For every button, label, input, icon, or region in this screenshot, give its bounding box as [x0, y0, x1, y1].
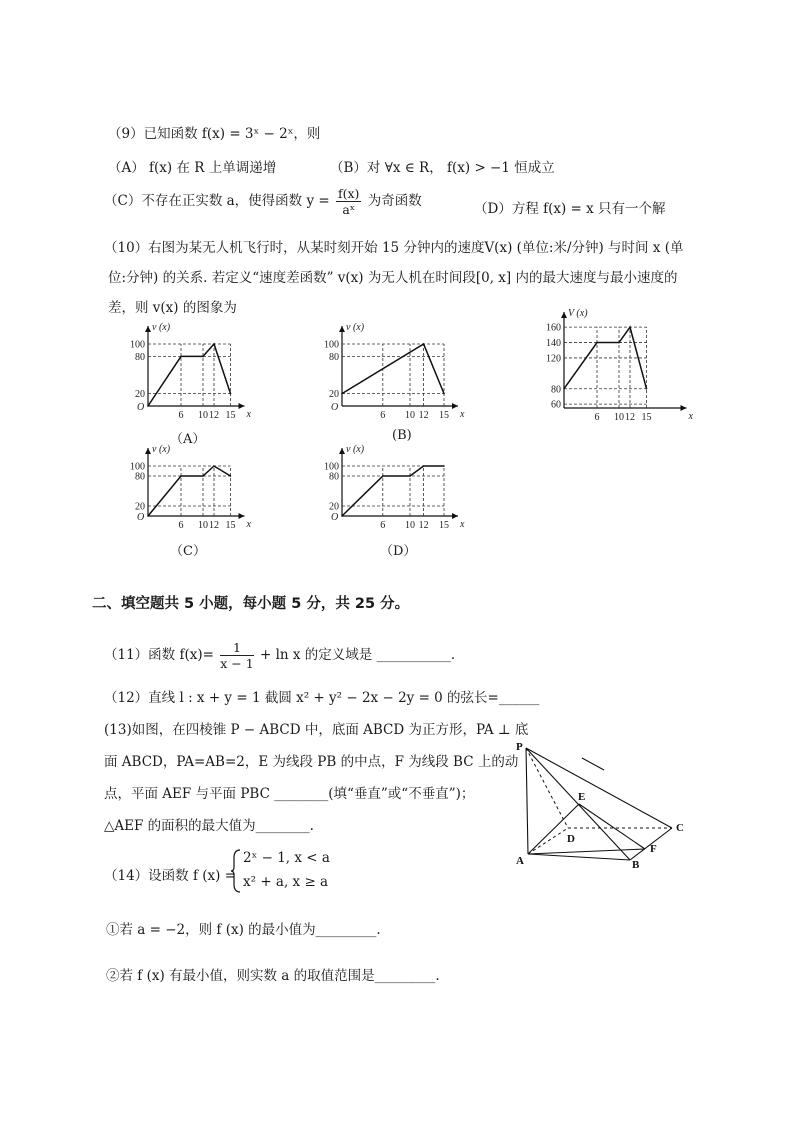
- q12-blank: ______: [498, 690, 540, 706]
- y-tick-label: 80: [329, 471, 339, 483]
- x-tick-label: 12: [418, 520, 429, 531]
- data-point: [147, 515, 149, 517]
- q9-option-c-numerator: f(x): [338, 186, 360, 201]
- q14-brace: [230, 848, 242, 894]
- y-tick-label: 20: [329, 389, 339, 401]
- series-line: [342, 466, 444, 516]
- y-tick-label: 120: [546, 353, 561, 365]
- x-axis-label: x: [688, 411, 693, 422]
- label-A: A: [516, 855, 524, 867]
- data-point: [202, 356, 204, 358]
- x-tick-label: 15: [641, 412, 652, 423]
- series-line: [148, 466, 231, 516]
- x-axis-arrow: [239, 513, 245, 519]
- series-line: [148, 344, 231, 406]
- x-tick-label: 15: [439, 410, 449, 421]
- x-tick-label: 15: [225, 410, 236, 421]
- data-point: [423, 465, 425, 467]
- label-F: F: [650, 843, 657, 855]
- section-2-heading: 二、填空题共 5 小题，每小题 5 分，共 25 分。: [92, 596, 410, 612]
- data-point: [646, 388, 648, 390]
- label-B: B: [632, 859, 640, 871]
- q11-prefix: （11）函数 f(x)=: [104, 647, 214, 663]
- y-axis-arrow: [339, 326, 345, 332]
- q11-fraction: [220, 640, 253, 671]
- y-axis-label: v (x): [346, 444, 365, 455]
- data-point: [230, 393, 232, 395]
- x-axis-label: x: [460, 409, 465, 420]
- q9-stem: （9）已知函数 f(x) = 3ˣ − 2ˣ，则: [108, 126, 321, 142]
- label-C: C: [676, 822, 684, 834]
- q11-blank: ___________.: [376, 647, 456, 663]
- edge-AF: [528, 849, 645, 854]
- y-tick-label: 80: [551, 384, 561, 396]
- data-point: [618, 342, 620, 344]
- q14-sub-2: ②若 f (x) 有最小值，则实数 a 的取值范围是_________.: [106, 968, 440, 984]
- x-tick-label: 15: [439, 520, 449, 531]
- q10-line-1: （10）右图为某无人机飞行时，从某时刻开始 15 分钟内的速度V(x) (单位:米/分钟) 与时间 x (单: [104, 240, 684, 256]
- q9-option-d: （D）方程 f(x) = x 只有一个解: [474, 201, 666, 217]
- q9-option-c-denominator: aˣ: [342, 202, 356, 217]
- x-tick-label: 15: [225, 520, 236, 531]
- y-tick-label: 80: [135, 471, 145, 483]
- edge-PC: [526, 748, 672, 828]
- data-point: [341, 393, 343, 395]
- data-point: [180, 475, 182, 477]
- q14-prefix: （14）设函数 f (x) =: [104, 868, 237, 884]
- y-axis-arrow: [145, 448, 151, 454]
- y-tick-label: 20: [135, 501, 145, 513]
- x-axis-label: x: [246, 409, 251, 420]
- data-point: [341, 515, 343, 517]
- y-tick-label: 100: [130, 339, 145, 351]
- caption-option-c: （C）: [170, 544, 206, 559]
- y-axis-arrow: [339, 448, 345, 454]
- q11-suffix: + ln x 的定义域是: [259, 647, 373, 663]
- q13-line-2: 面 ABCD，PA=AB=2，E 为线段 PB 的中点，F 为线段 BC 上的动: [104, 754, 519, 770]
- y-tick-label: 80: [329, 351, 339, 363]
- q12: [104, 686, 539, 706]
- q9-option-c: [104, 186, 422, 217]
- data-point: [423, 343, 425, 345]
- y-tick-label: 100: [324, 339, 339, 351]
- edge-PB: [526, 748, 630, 860]
- x-tick-label: 6: [380, 410, 386, 421]
- caption-option-d: （D）: [380, 544, 417, 559]
- y-tick-label: 20: [329, 501, 339, 513]
- q9-option-c-fraction: [336, 186, 361, 217]
- x-tick-label: 12: [209, 520, 219, 531]
- data-point: [230, 475, 232, 477]
- q14-sub-1: ①若 a = −2，则 f (x) 的最小值为_________.: [106, 922, 381, 938]
- q14-case-2: x² + a, x ≥ a: [243, 874, 329, 890]
- x-tick-label: 12: [625, 412, 635, 423]
- label-E: E: [578, 791, 586, 803]
- q9-option-b: （B）对 ∀x ∈ R， f(x) > −1 恒成立: [330, 160, 555, 176]
- data-point: [180, 356, 182, 358]
- x-tick-label: 6: [178, 520, 184, 531]
- x-tick-label: 12: [209, 410, 219, 421]
- edge-EF: [579, 804, 645, 849]
- chart-V: [536, 308, 716, 426]
- q9-option-c-prefix: （C）不存在正实数 a，使得函数 y =: [104, 193, 330, 209]
- series-line: [342, 344, 444, 394]
- y-tick-label: 20: [135, 389, 145, 401]
- data-point: [443, 465, 445, 467]
- origin-label: O: [137, 402, 145, 413]
- data-point: [596, 342, 598, 344]
- q13-line-1: (13)如图，在四棱锥 P − ABCD 中，底面 ABCD 为正方形，PA ⊥ 底: [104, 722, 529, 738]
- caption-option-a: （A）: [170, 432, 206, 447]
- chart-option-b: [316, 322, 492, 426]
- pyramid-figure: [512, 738, 696, 870]
- q14-case-1: 2ˣ − 1, x < a: [243, 850, 330, 866]
- y-axis-label: v (x): [152, 322, 171, 333]
- x-tick-label: 10: [405, 520, 415, 531]
- x-tick-label: 10: [198, 520, 208, 531]
- q12-text: （12）直线 l : x + y = 1 截圆 x² + y² − 2x − 2y = 0 的弦长=: [104, 690, 499, 706]
- y-axis-arrow: [561, 312, 567, 318]
- data-point: [409, 475, 411, 477]
- x-axis-arrow: [681, 405, 687, 411]
- y-tick-label: 60: [551, 399, 561, 411]
- data-point: [213, 465, 215, 467]
- q13-line-4: △AEF 的面积的最大值为________.: [104, 818, 314, 834]
- edge-PA: [526, 748, 528, 854]
- y-axis-label: v (x): [346, 322, 365, 333]
- x-tick-label: 10: [198, 410, 208, 421]
- y-tick-label: 80: [135, 351, 145, 363]
- x-axis-label: x: [246, 519, 251, 530]
- label-P: P: [516, 741, 523, 753]
- chart-option-d: [316, 444, 492, 536]
- y-axis-label: V (x): [568, 308, 588, 319]
- x-axis-label: x: [460, 519, 465, 530]
- data-point: [147, 405, 149, 407]
- q11-denominator: x − 1: [220, 656, 254, 671]
- x-tick-label: 6: [594, 412, 600, 423]
- label-D: D: [567, 833, 575, 845]
- x-tick-label: 6: [380, 520, 386, 531]
- x-tick-label: 10: [614, 412, 624, 423]
- chart-option-c: [126, 444, 286, 536]
- data-point: [202, 475, 204, 477]
- origin-label: O: [137, 512, 145, 523]
- data-point: [382, 475, 384, 477]
- y-axis-label: v (x): [152, 444, 171, 455]
- edge-AD-hidden: [528, 828, 568, 854]
- x-axis-arrow: [452, 403, 458, 409]
- q10-line-3: 差，则 v(x) 的图象为: [108, 300, 237, 316]
- x-tick-label: 12: [418, 410, 429, 421]
- origin-label: O: [331, 402, 339, 413]
- q9-option-c-suffix: 为奇函数: [367, 193, 422, 209]
- x-tick-label: 6: [178, 410, 184, 421]
- q11: [104, 640, 455, 671]
- y-tick-label: 140: [546, 338, 561, 350]
- y-tick-label: 100: [130, 461, 145, 473]
- x-axis-arrow: [452, 513, 458, 519]
- origin-label: O: [331, 512, 339, 523]
- q11-numerator: 1: [220, 640, 253, 656]
- q10-line-2: 位:分钟) 的关系. 若定义“速度差函数” v(x) 为无人机在时间段[0, x] 内的最大速度与最小速度的: [108, 270, 678, 286]
- data-point: [629, 326, 631, 328]
- data-point: [443, 393, 445, 395]
- y-axis-arrow: [145, 326, 151, 332]
- stray-mark: [582, 758, 604, 770]
- y-tick-label: 160: [546, 322, 561, 334]
- x-axis-arrow: [239, 403, 245, 409]
- chart-option-a: [126, 322, 286, 426]
- q9-option-a: （A） f(x) 在 R 上单调递增: [108, 160, 277, 176]
- edge-AB: [528, 854, 630, 860]
- x-tick-label: 10: [405, 410, 415, 421]
- edge-AE: [528, 804, 579, 854]
- caption-option-b: (B): [392, 428, 412, 443]
- y-tick-label: 100: [324, 461, 339, 473]
- data-point: [213, 343, 215, 345]
- data-point: [563, 388, 565, 390]
- q13-line-3: 点，平面 AEF 与平面 PBC ________(填“垂直”或“不垂直”)；: [104, 786, 475, 802]
